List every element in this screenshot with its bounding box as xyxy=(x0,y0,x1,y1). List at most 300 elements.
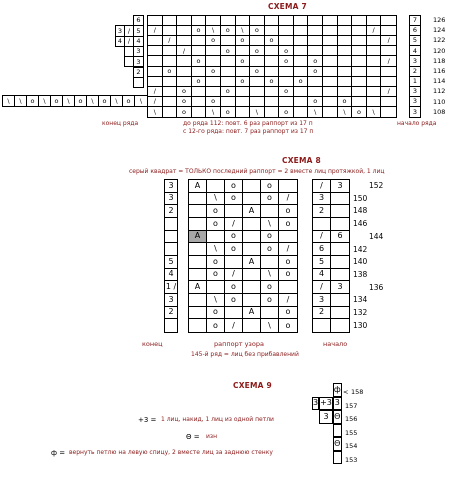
scheme7-cell xyxy=(265,46,280,56)
scheme8-cell xyxy=(207,231,225,244)
scheme8-cell: o xyxy=(207,307,225,320)
scheme7-cell xyxy=(352,97,367,107)
scheme8-row-number: 130 xyxy=(353,320,368,330)
scheme8-right-cell: 2 xyxy=(313,307,331,320)
scheme8-cell: o xyxy=(261,294,279,307)
scheme7-left-step-cell: 3 xyxy=(136,47,141,56)
scheme7-cell xyxy=(250,97,265,107)
scheme7-title: СХЕМА 7 xyxy=(268,2,307,11)
scheme7-cell xyxy=(367,77,382,87)
scheme7-cell: o xyxy=(192,26,207,36)
scheme8-cell xyxy=(279,180,297,193)
scheme8-left-cell: 3 xyxy=(165,294,177,307)
scheme8-end-label: конец xyxy=(142,340,163,348)
scheme8-cell: o xyxy=(225,193,243,206)
scheme7-left-bottom-cell: o xyxy=(123,96,135,106)
scheme8-title: СХЕМА 8 xyxy=(282,156,321,165)
scheme8-row-number: 138 xyxy=(353,269,368,279)
scheme8-left-cell: 3 xyxy=(165,193,177,206)
scheme7-cell: / xyxy=(148,26,163,36)
scheme7-cell xyxy=(177,36,192,46)
scheme8-cell xyxy=(261,307,279,320)
scheme7-left-bottom-cell: \ xyxy=(39,96,51,106)
scheme7-cell: o xyxy=(192,56,207,66)
scheme8-right-cell: 3 xyxy=(313,294,331,307)
scheme7-left-step-cell xyxy=(125,57,134,66)
scheme7-cell xyxy=(236,97,251,107)
scheme8-right-cell: 6 xyxy=(313,243,331,256)
scheme8-cell: \ xyxy=(261,218,279,231)
scheme7-cell xyxy=(163,87,178,97)
scheme7-cell: o xyxy=(163,67,178,77)
scheme7-cell xyxy=(206,16,221,26)
scheme7-right-column xyxy=(409,15,421,118)
scheme8-row-number: 142 xyxy=(353,244,368,254)
scheme7-cell: o xyxy=(250,26,265,36)
scheme8-cell xyxy=(261,205,279,218)
scheme7-left-bottom-cell: \ xyxy=(139,96,143,105)
scheme7-right-cell: 3 xyxy=(412,107,418,116)
scheme7-cell xyxy=(367,87,382,97)
scheme8-right-cell xyxy=(313,319,331,332)
scheme8-cell xyxy=(279,231,297,244)
scheme8-cell: o xyxy=(207,269,225,282)
scheme7-row-number: 112 xyxy=(433,87,446,96)
scheme8-right-cell xyxy=(331,307,349,320)
scheme8-cell: / xyxy=(225,269,243,282)
scheme8-right-cell: 6 xyxy=(331,231,349,244)
scheme8-cell xyxy=(207,180,225,193)
scheme8-right-cell: 3 xyxy=(313,193,331,206)
scheme7-cell xyxy=(221,97,236,107)
scheme8-cell: \ xyxy=(261,319,279,332)
scheme8-cell: o xyxy=(261,180,279,193)
scheme7-cell xyxy=(338,46,353,56)
scheme7-cell xyxy=(148,16,163,26)
scheme7-cell xyxy=(338,36,353,46)
scheme7-right-cell: 2 xyxy=(410,67,420,77)
scheme7-cell xyxy=(163,56,178,66)
scheme9-cell xyxy=(319,424,333,438)
scheme7-cell: o xyxy=(177,107,192,117)
scheme9-cell xyxy=(312,451,319,465)
scheme7-cell: / xyxy=(381,56,396,66)
scheme7-right-cell: 6 xyxy=(410,26,420,36)
scheme7-cell xyxy=(177,77,192,87)
scheme8-right-cell xyxy=(331,218,349,231)
scheme7-cell: o xyxy=(192,77,207,87)
scheme7-cell xyxy=(236,67,251,77)
scheme7-cell xyxy=(381,46,396,56)
scheme7-cell xyxy=(294,36,309,46)
scheme7-left-step-cell: 3 xyxy=(116,26,125,35)
scheme7-cell xyxy=(352,46,367,56)
scheme7-cell xyxy=(250,87,265,97)
scheme9-legend-phi-text: вернуть петлю на левую спицу, 2 вместе лиц за заднюю стенку xyxy=(69,449,273,456)
scheme7-cell xyxy=(323,16,338,26)
scheme7-cell xyxy=(192,97,207,107)
scheme7-cell xyxy=(294,67,309,77)
scheme7-cell xyxy=(265,16,280,26)
scheme8-cell xyxy=(243,243,261,256)
scheme7-cell xyxy=(221,56,236,66)
scheme7-cell xyxy=(206,56,221,66)
scheme7-cell xyxy=(192,107,207,117)
scheme7-cell xyxy=(367,97,382,107)
scheme8-cell: / xyxy=(279,294,297,307)
scheme7-cell xyxy=(206,77,221,87)
scheme8-left-cell: 3 xyxy=(165,180,177,193)
scheme9-row-number: 157 xyxy=(345,401,358,410)
scheme7-note-1: до ряда 112: повт. 6 раз раппорт из 17 п xyxy=(183,120,313,127)
scheme8-cell: o xyxy=(225,180,243,193)
scheme7-cell xyxy=(221,36,236,46)
scheme8-right-cell: / xyxy=(313,281,331,294)
scheme8-cell: A xyxy=(243,205,261,218)
scheme7-cell: \ xyxy=(338,107,353,117)
scheme7-cell xyxy=(381,67,396,77)
scheme8-cell xyxy=(261,256,279,269)
scheme7-left-bottom-cell: o xyxy=(75,96,87,106)
scheme8-right-cell: 5 xyxy=(313,256,331,269)
scheme9-cell: Θ xyxy=(333,437,342,451)
scheme8-cell xyxy=(189,307,207,320)
scheme7-cell: o xyxy=(294,77,309,87)
scheme7-cell: o xyxy=(352,107,367,117)
scheme8-cell: o xyxy=(285,320,291,330)
scheme8-cell: A xyxy=(189,180,207,193)
scheme8-row-number: 134 xyxy=(353,295,368,305)
scheme9-cell: 3 xyxy=(319,410,333,424)
scheme8-rapport-label: раппорт узора xyxy=(214,340,264,348)
scheme7-cell: o xyxy=(221,107,236,117)
scheme7-cell: \ xyxy=(250,107,265,117)
scheme7-cell xyxy=(163,16,178,26)
scheme7-cell: o xyxy=(250,67,265,77)
scheme7-cell xyxy=(192,36,207,46)
scheme9-legend-plus3-symbol: +3 = xyxy=(138,416,157,424)
scheme7-left-step-cell xyxy=(134,78,143,87)
scheme7-right-cell: 5 xyxy=(410,36,420,46)
scheme7-cell xyxy=(294,107,309,117)
scheme7-cell xyxy=(148,67,163,77)
scheme8-cell: \ xyxy=(207,243,225,256)
scheme7-cell xyxy=(250,56,265,66)
scheme8-cell: o xyxy=(279,307,297,320)
scheme7-cell xyxy=(352,67,367,77)
scheme8-cell xyxy=(225,256,243,269)
scheme7-cell: o xyxy=(206,67,221,77)
scheme7-cell xyxy=(352,56,367,66)
scheme9-row-number: 155 xyxy=(345,428,358,437)
scheme7-cell xyxy=(192,87,207,97)
scheme7-cell: o xyxy=(265,77,280,87)
scheme7-row-number: 118 xyxy=(433,56,446,65)
scheme8-cell: o xyxy=(225,231,243,244)
scheme9-legend-phi-symbol: ф = xyxy=(51,449,66,457)
scheme8-cell: / xyxy=(279,193,297,206)
scheme7-left-step xyxy=(133,77,144,88)
scheme7-cell: o xyxy=(206,97,221,107)
scheme9-row-number: 156 xyxy=(345,415,358,424)
scheme7-cell xyxy=(163,97,178,107)
scheme9-cell xyxy=(312,424,319,438)
scheme7-cell xyxy=(323,77,338,87)
scheme7-cell xyxy=(221,67,236,77)
scheme7-left-bottom-row xyxy=(2,95,148,107)
scheme7-cell xyxy=(381,97,396,107)
scheme7-cell xyxy=(250,16,265,26)
scheme8-right-cell xyxy=(331,294,349,307)
scheme7-cell: \ xyxy=(367,107,382,117)
scheme7-row-number: 114 xyxy=(433,77,446,86)
scheme8-cell xyxy=(225,205,243,218)
scheme7-cell xyxy=(308,46,323,56)
scheme7-left-bottom-cell: \ xyxy=(63,96,75,106)
scheme9-cell: 3 xyxy=(333,397,342,411)
scheme7-cell: o xyxy=(177,87,192,97)
scheme9-cell xyxy=(312,437,319,451)
scheme7-cell xyxy=(323,36,338,46)
scheme8-row-number: 136 xyxy=(369,282,384,292)
scheme8-row-number: 150 xyxy=(353,193,368,203)
scheme9-legend-purl-text: изн xyxy=(206,433,218,440)
scheme7-cell xyxy=(279,26,294,36)
scheme8-cell: o xyxy=(279,269,297,282)
scheme8-cell: o xyxy=(207,319,225,332)
scheme7-cell xyxy=(323,107,338,117)
scheme7-cell xyxy=(265,67,280,77)
scheme7-cell: \ xyxy=(308,107,323,117)
scheme7-right-cell: 3 xyxy=(410,97,420,107)
scheme7-row-number: 110 xyxy=(433,97,446,106)
scheme7-cell xyxy=(265,56,280,66)
scheme7-left-bottom-cell: \ xyxy=(87,96,99,106)
scheme8-cell xyxy=(189,193,207,206)
scheme7-cell: o xyxy=(308,97,323,107)
scheme8-left-cell: 5 xyxy=(165,256,177,269)
scheme7-cell xyxy=(265,97,280,107)
scheme8-left-cell: 2 xyxy=(165,307,177,320)
scheme8-row-number: 148 xyxy=(353,206,368,216)
scheme7-cell xyxy=(206,46,221,56)
scheme8-row-number: 152 xyxy=(369,181,384,190)
scheme7-cell xyxy=(323,56,338,66)
scheme7-right-cell: 7 xyxy=(410,16,420,26)
scheme9-grid xyxy=(312,383,339,464)
scheme7-cell xyxy=(163,46,178,56)
scheme9-cell: Θ xyxy=(333,410,342,424)
scheme7-cell xyxy=(221,16,236,26)
scheme8-right-cell: / xyxy=(313,180,331,193)
scheme8-right-cell xyxy=(313,218,331,231)
scheme7-cell xyxy=(279,36,294,46)
scheme7-cell xyxy=(192,16,207,26)
scheme8-cell: A xyxy=(189,281,207,294)
scheme8-row-number: 132 xyxy=(353,308,368,317)
scheme7-cell xyxy=(148,56,163,66)
scheme7-cell xyxy=(163,77,178,87)
scheme7-cell xyxy=(177,56,192,66)
scheme7-cell: o xyxy=(279,56,294,66)
scheme7-row-number: 108 xyxy=(433,107,446,116)
scheme7-cell xyxy=(338,16,353,26)
scheme7-cell: o xyxy=(236,36,251,46)
scheme7-left-step-cell: / xyxy=(125,37,134,46)
scheme8-left-cell: 1 / xyxy=(165,281,177,294)
scheme7-cell: / xyxy=(177,46,192,56)
scheme8-cell xyxy=(243,180,261,193)
scheme7-cell xyxy=(236,16,251,26)
scheme7-cell xyxy=(206,87,221,97)
scheme8-grid xyxy=(188,179,298,333)
scheme7-cell: \ xyxy=(206,26,221,36)
scheme7-right-cell: 3 xyxy=(410,87,420,97)
scheme7-cell xyxy=(308,87,323,97)
scheme7-cell xyxy=(323,87,338,97)
scheme9-less-sign: < xyxy=(343,388,349,396)
scheme9-row-number: 153 xyxy=(345,456,358,464)
scheme7-cell: \ xyxy=(148,107,163,117)
scheme8-cell: o xyxy=(279,218,297,231)
scheme7-cell xyxy=(177,26,192,36)
scheme7-cell xyxy=(323,46,338,56)
scheme7-cell xyxy=(163,107,178,117)
scheme7-left-step-cell: / xyxy=(125,26,134,35)
scheme7-cell xyxy=(163,26,178,36)
scheme7-left-bottom-cell: \ xyxy=(3,96,15,106)
scheme8-cell xyxy=(189,205,207,218)
scheme7-cell: o xyxy=(177,97,192,107)
scheme7-cell xyxy=(338,77,353,87)
scheme7-row-number: 126 xyxy=(433,16,446,24)
scheme8-left-cell xyxy=(165,319,177,332)
scheme8-cell xyxy=(243,231,261,244)
scheme8-note-top: серый квадрат = ТОЛЬКО последний раппорт = 2 вместе лиц протяжкой, 1 лиц xyxy=(129,168,385,175)
scheme7-left-step-cell: 4 xyxy=(116,37,125,46)
scheme7-start-label: начало ряда xyxy=(397,120,437,127)
scheme8-cell: / xyxy=(279,243,297,256)
scheme7-cell xyxy=(323,67,338,77)
scheme8-right-cell xyxy=(331,243,349,256)
scheme8-cell xyxy=(189,256,207,269)
scheme8-cell: o xyxy=(225,294,243,307)
scheme8-cell: / xyxy=(225,319,243,332)
scheme7-cell xyxy=(148,77,163,87)
scheme8-cell: o xyxy=(225,243,243,256)
scheme8-right-cell: 2 xyxy=(313,205,331,218)
scheme8-cell: o xyxy=(279,256,297,269)
scheme7-left-step-cell: 5 xyxy=(136,26,141,35)
scheme8-left-cell xyxy=(165,243,177,256)
scheme7-cell xyxy=(294,46,309,56)
scheme7-cell: o xyxy=(265,36,280,46)
scheme8-cell xyxy=(243,218,261,231)
scheme9-cell: +3 xyxy=(319,397,333,411)
scheme8-cell: o xyxy=(207,205,225,218)
scheme8-cell: A xyxy=(189,231,207,244)
scheme7-cell: o xyxy=(221,46,236,56)
scheme8-cell: / xyxy=(225,218,243,231)
scheme7-cell xyxy=(279,16,294,26)
scheme7-cell: o xyxy=(250,46,265,56)
scheme7-cell xyxy=(294,56,309,66)
scheme7-cell xyxy=(177,67,192,77)
scheme8-right-cell xyxy=(331,319,349,332)
scheme7-cell xyxy=(308,26,323,36)
scheme9-row-number: 158 xyxy=(351,388,364,396)
scheme8-left-cell: 2 xyxy=(165,205,177,218)
scheme7-cell xyxy=(381,26,396,36)
scheme9-legend-plus3-text: 1 лиц, накид, 1 лиц из одной петли xyxy=(161,416,274,423)
scheme7-cell xyxy=(236,46,251,56)
scheme8-row-number: 146 xyxy=(353,219,368,229)
scheme7-cell xyxy=(250,77,265,87)
scheme7-cell xyxy=(323,26,338,36)
scheme7-cell xyxy=(192,67,207,77)
scheme7-left-step-cell: 6 xyxy=(136,16,141,25)
scheme7-cell xyxy=(294,97,309,107)
scheme8-cell: \ xyxy=(207,193,225,206)
scheme7-row-number: 124 xyxy=(433,26,446,35)
scheme7-cell xyxy=(367,36,382,46)
scheme7-right-cell: 1 xyxy=(410,77,420,87)
scheme7-cell xyxy=(352,77,367,87)
scheme7-row-number: 120 xyxy=(433,46,446,55)
scheme7-left-step-cell xyxy=(125,47,134,56)
scheme8-cell: o xyxy=(261,243,279,256)
scheme7-cell xyxy=(381,77,396,87)
scheme7-cell xyxy=(265,87,280,97)
scheme7-row-number: 122 xyxy=(433,36,446,45)
scheme7-cell xyxy=(338,56,353,66)
scheme8-note-bottom: 145-й ряд = лиц без прибавлений xyxy=(191,351,299,358)
scheme8-left-cell xyxy=(165,231,177,244)
scheme8-cell: o xyxy=(261,193,279,206)
scheme7-cell xyxy=(192,46,207,56)
scheme8-cell: \ xyxy=(261,269,279,282)
scheme7-cell: o xyxy=(338,97,353,107)
scheme7-cell: o xyxy=(308,67,323,77)
scheme7-end-label: конец ряда xyxy=(102,120,139,127)
scheme7-row-number: 116 xyxy=(433,67,446,75)
scheme9-legend-purl-symbol: Θ = xyxy=(186,433,200,441)
scheme8-left-column xyxy=(164,179,178,333)
scheme7-cell xyxy=(279,77,294,87)
scheme8-cell xyxy=(189,294,207,307)
scheme7-cell xyxy=(177,16,192,26)
scheme7-cell xyxy=(308,16,323,26)
scheme8-cell xyxy=(189,218,207,231)
scheme9-cell: 3 xyxy=(312,397,319,411)
scheme7-cell xyxy=(367,56,382,66)
scheme7-cell xyxy=(236,87,251,97)
scheme7-left-bottom-cell: o xyxy=(27,96,39,106)
scheme7-cell xyxy=(381,107,396,117)
scheme9-cell xyxy=(333,424,342,438)
scheme9-cell xyxy=(312,383,319,397)
scheme7-cell xyxy=(367,16,382,26)
scheme8-cell xyxy=(243,319,261,332)
scheme8-cell: A xyxy=(243,256,261,269)
scheme7-right-cell: 3 xyxy=(410,56,420,66)
scheme8-start-label: начало xyxy=(323,340,348,348)
scheme8-cell xyxy=(243,269,261,282)
scheme9-cell xyxy=(319,451,333,465)
scheme7-cell xyxy=(148,46,163,56)
scheme9-cell: ф xyxy=(333,383,342,397)
scheme7-cell: / xyxy=(148,97,163,107)
